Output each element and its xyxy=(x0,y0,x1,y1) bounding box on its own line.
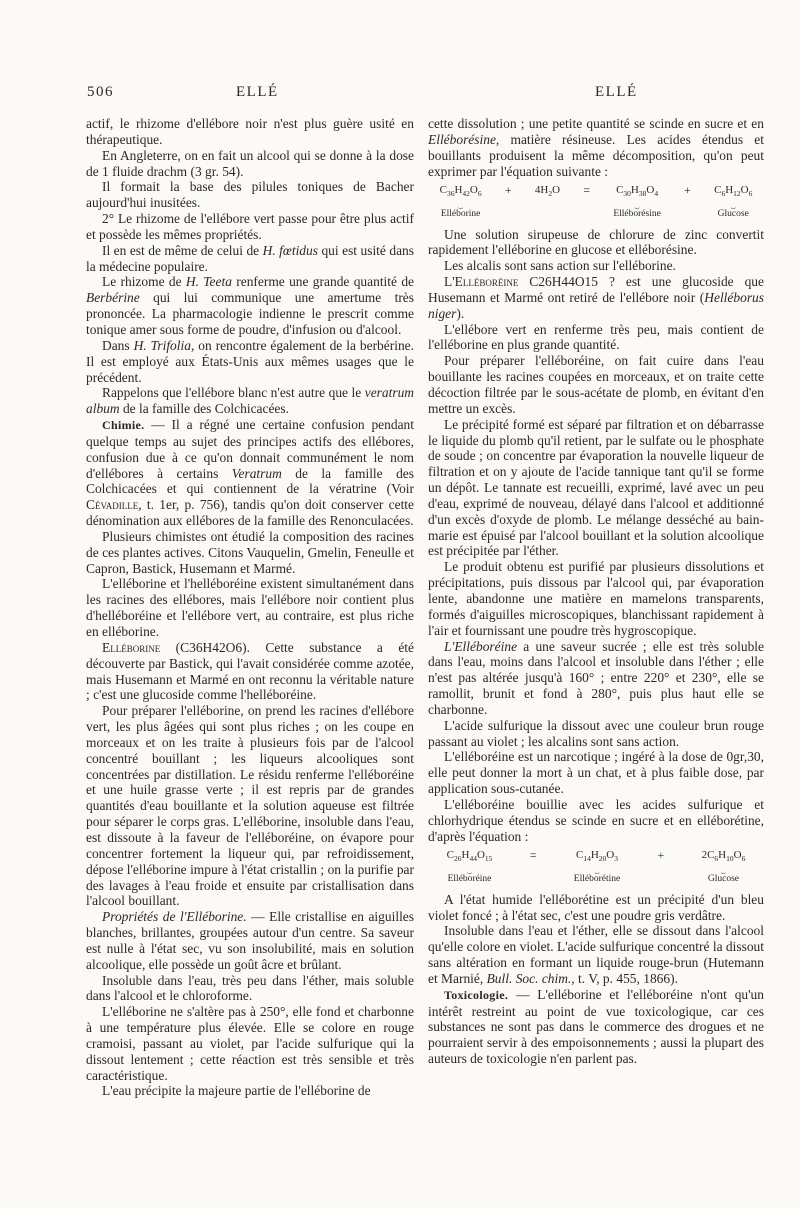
paragraph: 2° Le rhizome de l'ellébore vert passe pour être plus actif et possède les mêmes propriétés. xyxy=(86,211,414,242)
section-toxicologie: Toxicologie. — L'elléborine et l'elléboréine n'ont qu'un intérêt restreint au point de vue toxicologique, car ces substances ne sont pas dans le commerce des drogues et ne pourraient servir à des empoisonnements ; aussi la plupart des auteurs de toxicologie n'en parlent pas. xyxy=(428,986,764,1067)
paragraph: Le produit obtenu est purifié par plusieurs dissolutions et précipitations, puis dissous par l'alcool qui, par évaporation lente, abandonne une matière en mamelons transparents, formés d'aiguilles microscopiques, blanchissant rapidement à l'air et fournissant une poudre très hygroscopique. xyxy=(428,559,764,638)
formula: $C_{36}H_{42}O_6$ xyxy=(439,184,482,199)
page-number: 506 xyxy=(87,84,114,100)
paragraph: L'elléborine ne s'altère pas à 250°, elle fond et charbonne à une température plus élevée. Elle se colore en rouge cramoisi, passant au violet, par l'acide sulfurique qui la dissout lentement ; cette réaction est très sensible et très caractéristique. xyxy=(86,1004,414,1083)
paragraph: L'Elléboréine C26H44O15 ? est une glucoside que Husemann et Marmé ont retiré de l'ellébore noir (Helléborus niger). xyxy=(428,274,764,321)
paragraph: L'elléboréine est un narcotique ; ingéré à la dose de 0gr,30, elle peut donner la mort à un chat, et à plus faible dose, par application sous-cutanée. xyxy=(428,749,764,797)
paragraph: A l'état humide l'elléborétine est un précipité d'un bleu violet foncé ; à l'état sec, c'est une poudre gris verdâtre. xyxy=(428,891,764,923)
paragraph: Insoluble dans l'eau et l'éther, elle se dissout dans l'alcool qu'elle colore en violet. L'acide sulfurique concentré la dissout sans altération en formant un liquide rouge-brun (Hutemann et Marnié, Bull. Soc. chim., t. V, p. 455, 1866). xyxy=(428,923,764,986)
subheading: Propriétés de l'Elléborine. xyxy=(102,909,247,925)
paragraph: L'eau précipite la majeure partie de l'elléborine de xyxy=(102,1083,371,1099)
paragraph: Plusieurs chimistes ont étudié la composition des racines de ces plantes actives. Citons Vauquelin, Gmelin, Feneulle et Capron, Bastick, Husemann et Marmé. xyxy=(86,528,414,576)
formula: $2C_6H_{10}O_6$ xyxy=(701,849,746,864)
paragraph: Le rhizome de H. Teeta renferme une grande quantité de Berbérine qui lui communique une amertume très prononcée. La pharmacologie indienne le prescrit comme tonique amer sous forme de poudre, d'infusion ou d'alcool. xyxy=(86,274,415,337)
formula: $C_6H_{12}O_6$ xyxy=(714,184,753,199)
section-chimie: Chimie. — Il a régné une certaine confusion pendant quelque temps au sujet des principes actifs des ellébores, confusion due à ce qu'on donnait communément le nom d'ellébores à certains Veratrum de la famille des Colchicacées et qui contiennent de la vératrine (Voir Cévadille, t. 1er, p. 756), tandis qu'on doit conserver cette dénomination aux ellébores de la famille des Renonculacées. xyxy=(86,417,414,529)
running-head-right: ELLÉ xyxy=(595,84,638,100)
paragraph: cette dissolution ; une petite quantité se scinde en sucre et en Elléborésine, matière résineuse. Les acides étendus et bouillants produisent la même décomposition, qu'on peut exprimer par l'équation suivante : xyxy=(428,116,764,179)
formula: $C_{14}H_{20}O_3$ xyxy=(575,849,618,864)
formula: $C_{26}H_{44}O_{15}$ xyxy=(446,849,493,864)
chemical-equation-2: $C_{26}H_{44}O_{15}$ ⏟ Elléboréine = $C_{14}H_{20}O_3$ ⏟ Elléborétine + $2C_6H_{10}O_6$ ⏟ Glucose xyxy=(446,848,746,884)
paragraph: L'elléborine et l'helléboréine existent simultanément dans les racines des ellébores, mais l'ellébore noir contient plus d'helléboréine et l'ellébore vert, au contraire, est plus riche en elléborine. xyxy=(86,576,414,639)
left-column xyxy=(86,116,414,1099)
right-column xyxy=(428,116,764,1067)
section-heading: Toxicologie. xyxy=(444,987,509,1002)
paragraph: Le précipité formé est séparé par filtration et on débarrasse le liquide du plomb qu'il retient, par le sulfate ou le phosphate de soude ; on concentre par évaporation la nouvelle liqueur de filtration et on y ajoute de l'acide tannique tant qu'il se forme un dépôt. Le tannate est recueilli, exprimé, lavé avec un peu d'eau, exprimé de nouveau, délayé dans l'alcool et additionné d'un excès d'oxyde de plomb. Le mélange desséché au bain-marie est épuisé par l'alcool bouillant et la solution alcoolique est précipitée par l'éther. xyxy=(428,416,764,559)
formula: $C_{30}H_{38}O_4$ xyxy=(616,184,659,199)
paragraph: L'acide sulfurique la dissout avec une couleur brun rouge passant au violet ; les alcalins sont sans action. xyxy=(428,717,764,749)
paragraph: actif, le rhizome d'ellébore noir n'est plus guère usité en thérapeutique. xyxy=(86,116,414,147)
paragraph: Rappelons que l'ellébore blanc n'est autre que le veratrum album de la famille des Colchicacées. xyxy=(86,385,414,417)
running-header xyxy=(0,84,800,108)
paragraph: Elléborine (C36H42O6). Cette substance a été découverte par Bastick, qui l'avait considérée comme azotée, mais Husemann et Marmé en ont reconnu la véritable nature ; c'est une glucoside comme l'helléboréine. xyxy=(86,639,414,703)
paragraph: L'ellébore vert en renferme très peu, mais contient de l'elléborine en plus grande quantité. xyxy=(428,321,764,353)
paragraph: Les alcalis sont sans action sur l'elléborine. xyxy=(444,258,676,274)
section-heading: Chimie. xyxy=(102,418,145,433)
paragraph: Il en est de même de celui de H. fœtidus qui est usité dans la médecine populaire. xyxy=(86,242,414,274)
paragraph: Propriétés de l'Elléborine. — Elle cristallise en aiguilles blanches, brillantes, groupées autour d'un centre. Sa saveur est nulle à l'état sec, vu son insolubilité, mais en solution alcoolique, elle possède un goût âcre et brûlant. xyxy=(86,909,414,972)
chemical-equation-1: $C_{36}H_{42}O_6$ ⏟ Elléborine + $4H_2O$ = $C_{30}H_{38}O_4$ ⏟ Elléborésine + $C_6H_{12}O_6$ ⏟ Glucose xyxy=(439,183,753,219)
paragraph: L'Elléboréine a une saveur sucrée ; elle est très soluble dans l'eau, moins dans l'alcool et insoluble dans l'éther ; elle n'est pas altérée jusqu'à 160° ; entre 220° et 230°, elle se ramollit, brunit et fond à 280°, puis plus haut elle se charbonne. xyxy=(428,638,764,717)
paragraph: Il formait la base des pilules toniques de Bacher aujourd'hui inusitées. xyxy=(86,179,414,211)
formula: $4H_2O$ xyxy=(534,184,561,199)
paragraph: Insoluble dans l'eau, très peu dans l'éther, mais soluble dans l'alcool et le chloroforme. xyxy=(86,972,414,1004)
running-head-left: ELLÉ xyxy=(236,84,279,100)
paragraph: En Angleterre, on en fait un alcool qui se donne à la dose de 1 fluide drachm (3 gr. 54). xyxy=(86,147,414,179)
paragraph: Pour préparer l'elléborine, on prend les racines d'ellébore vert, les plus âgées qui sont plus riches ; on les coupe en morceaux et on les traite à plusieurs fois par de l'alcool concentré bouillant ; les liqueurs alcooliques sont concentrées par distillation. Le résidu renferme l'elléboréine et une huile grasse verte ; il est repris par de grandes quantités d'eau bouillante et la solution aqueuse est filtrée pour séparer le corps gras. L'elléborine, insoluble dans l'eau, est dissoute à la faveur de l'elléboréine, on évapore pour concentrer fortement la liqueur qui, par refroidissement, dépose l'elléborine impure à l'état cristallin ; on la purifie par des lavages à l'eau froide et ensuite par cristallisation dans l'alcool bouillant. xyxy=(86,703,414,909)
paragraph: Pour préparer l'elléboréine, on fait cuire dans l'eau bouillante les racines coupées en morceaux, et on traite cette décoction filtrée par le sous-acétate de plomb, en évitant d'en mettre un excès. xyxy=(428,353,764,416)
paragraph: Une solution sirupeuse de chlorure de zinc convertit rapidement l'elléborine en glucose et elléborésine. xyxy=(428,226,764,258)
paragraph: L'elléboréine bouillie avec les acides sulfurique et chlorhydrique étendus se scinde en sucre et en elléborétine, d'après l'équation : xyxy=(428,796,764,844)
paragraph: Dans H. Trifolia, on rencontre également de la berbérine. Il est employé aux États-Unis aux mêmes usages que le précédent. xyxy=(86,337,414,385)
